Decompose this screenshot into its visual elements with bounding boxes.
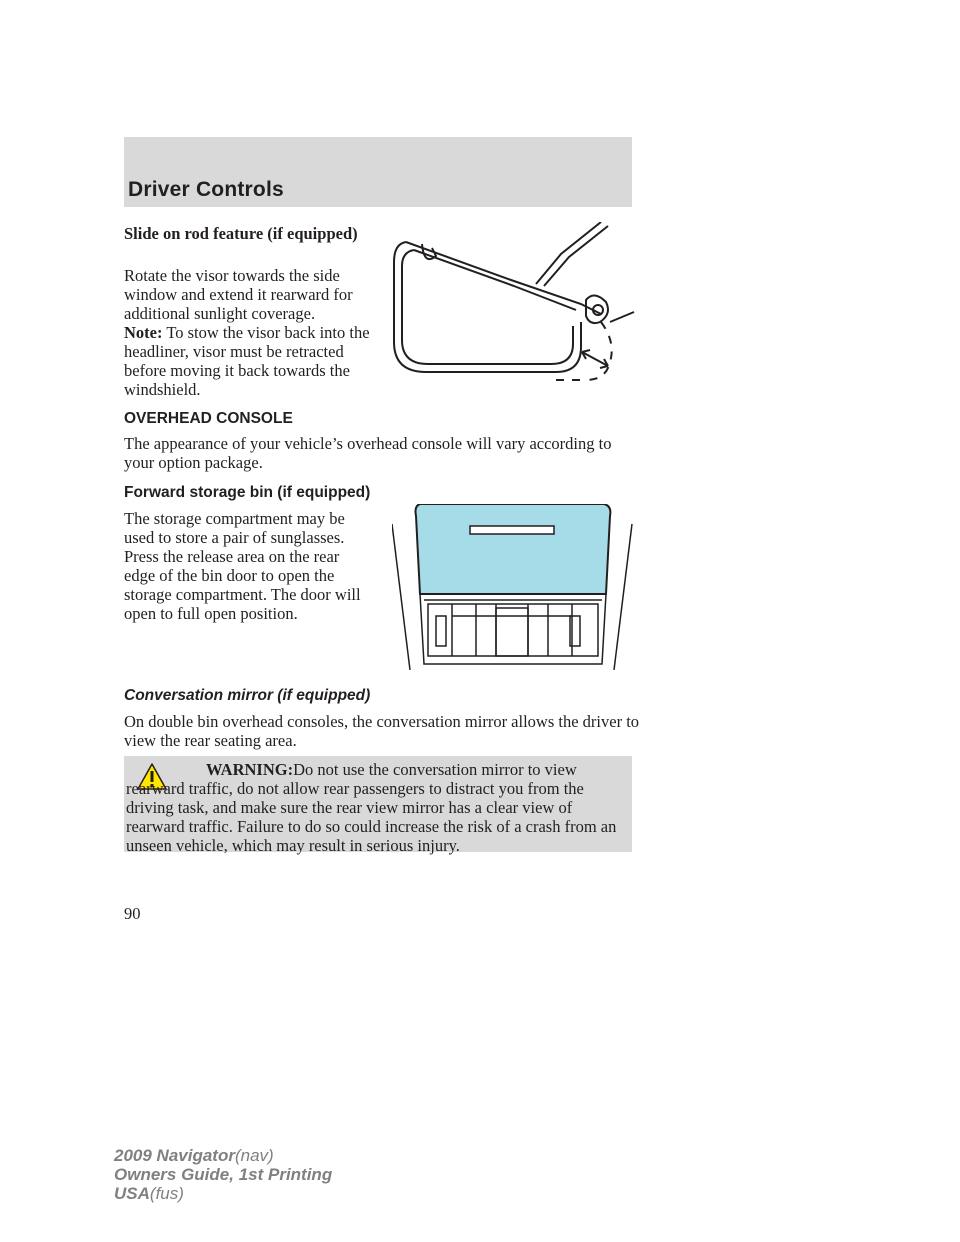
footer-model: 2009 Navigator — [114, 1146, 235, 1165]
footer-model-code: (nav) — [234, 1146, 274, 1165]
conversation-mirror-heading: Conversation mirror (if equipped) — [124, 687, 371, 704]
sun-visor-illustration — [386, 222, 636, 384]
footer-guide: Owners Guide, 1st Printing — [114, 1165, 333, 1184]
footer-line-2 — [114, 1165, 332, 1185]
warning-label: WARNING: — [206, 760, 294, 779]
page-number: 90 — [124, 904, 141, 923]
overhead-console-illustration — [392, 504, 634, 670]
warning-text — [126, 760, 626, 855]
overhead-console-heading: OVERHEAD CONSOLE — [124, 410, 293, 427]
storage-bin-body: The storage compartment may be used to store a pair of sunglasses. Press the release area on the rear edge of the bin door to open the storage compartment. The door will open to full open position. — [124, 509, 361, 623]
section-title: Driver Controls — [128, 178, 284, 201]
footer-market: USA — [114, 1184, 150, 1203]
footer-line-3 — [114, 1184, 184, 1204]
footer-market-code: (fus) — [149, 1184, 184, 1203]
visor-heading: Slide on rod feature (if equipped) — [124, 224, 358, 243]
note-label: Note: — [124, 323, 163, 342]
note-text: To stow the visor back into the headliner, visor must be retracted before moving it back towards the windshield. — [124, 323, 370, 399]
visor-body: Rotate the visor towards the side window and extend it rearward for additional sunlight coverage. — [124, 266, 353, 323]
storage-bin-heading: Forward storage bin (if equipped) — [124, 484, 371, 501]
overhead-console-body: The appearance of your vehicle’s overhead console will vary according to your option package. — [124, 434, 612, 472]
footer-line-1 — [114, 1146, 274, 1166]
storage-bin-door-highlight — [416, 504, 611, 594]
visor-note — [124, 323, 374, 399]
conversation-mirror-body: On double bin overhead consoles, the conversation mirror allows the driver to view the rear seating area. — [124, 712, 640, 750]
warning-body: Do not use the conversation mirror to view rearward traffic, do not allow rear passengers to distract you from the driving task, and make sure the rear view mirror has a clear view of rearward traffic. Failure to do so could increase the risk of a crash from an unseen vehicle, which may result in serious injury. — [126, 760, 617, 855]
